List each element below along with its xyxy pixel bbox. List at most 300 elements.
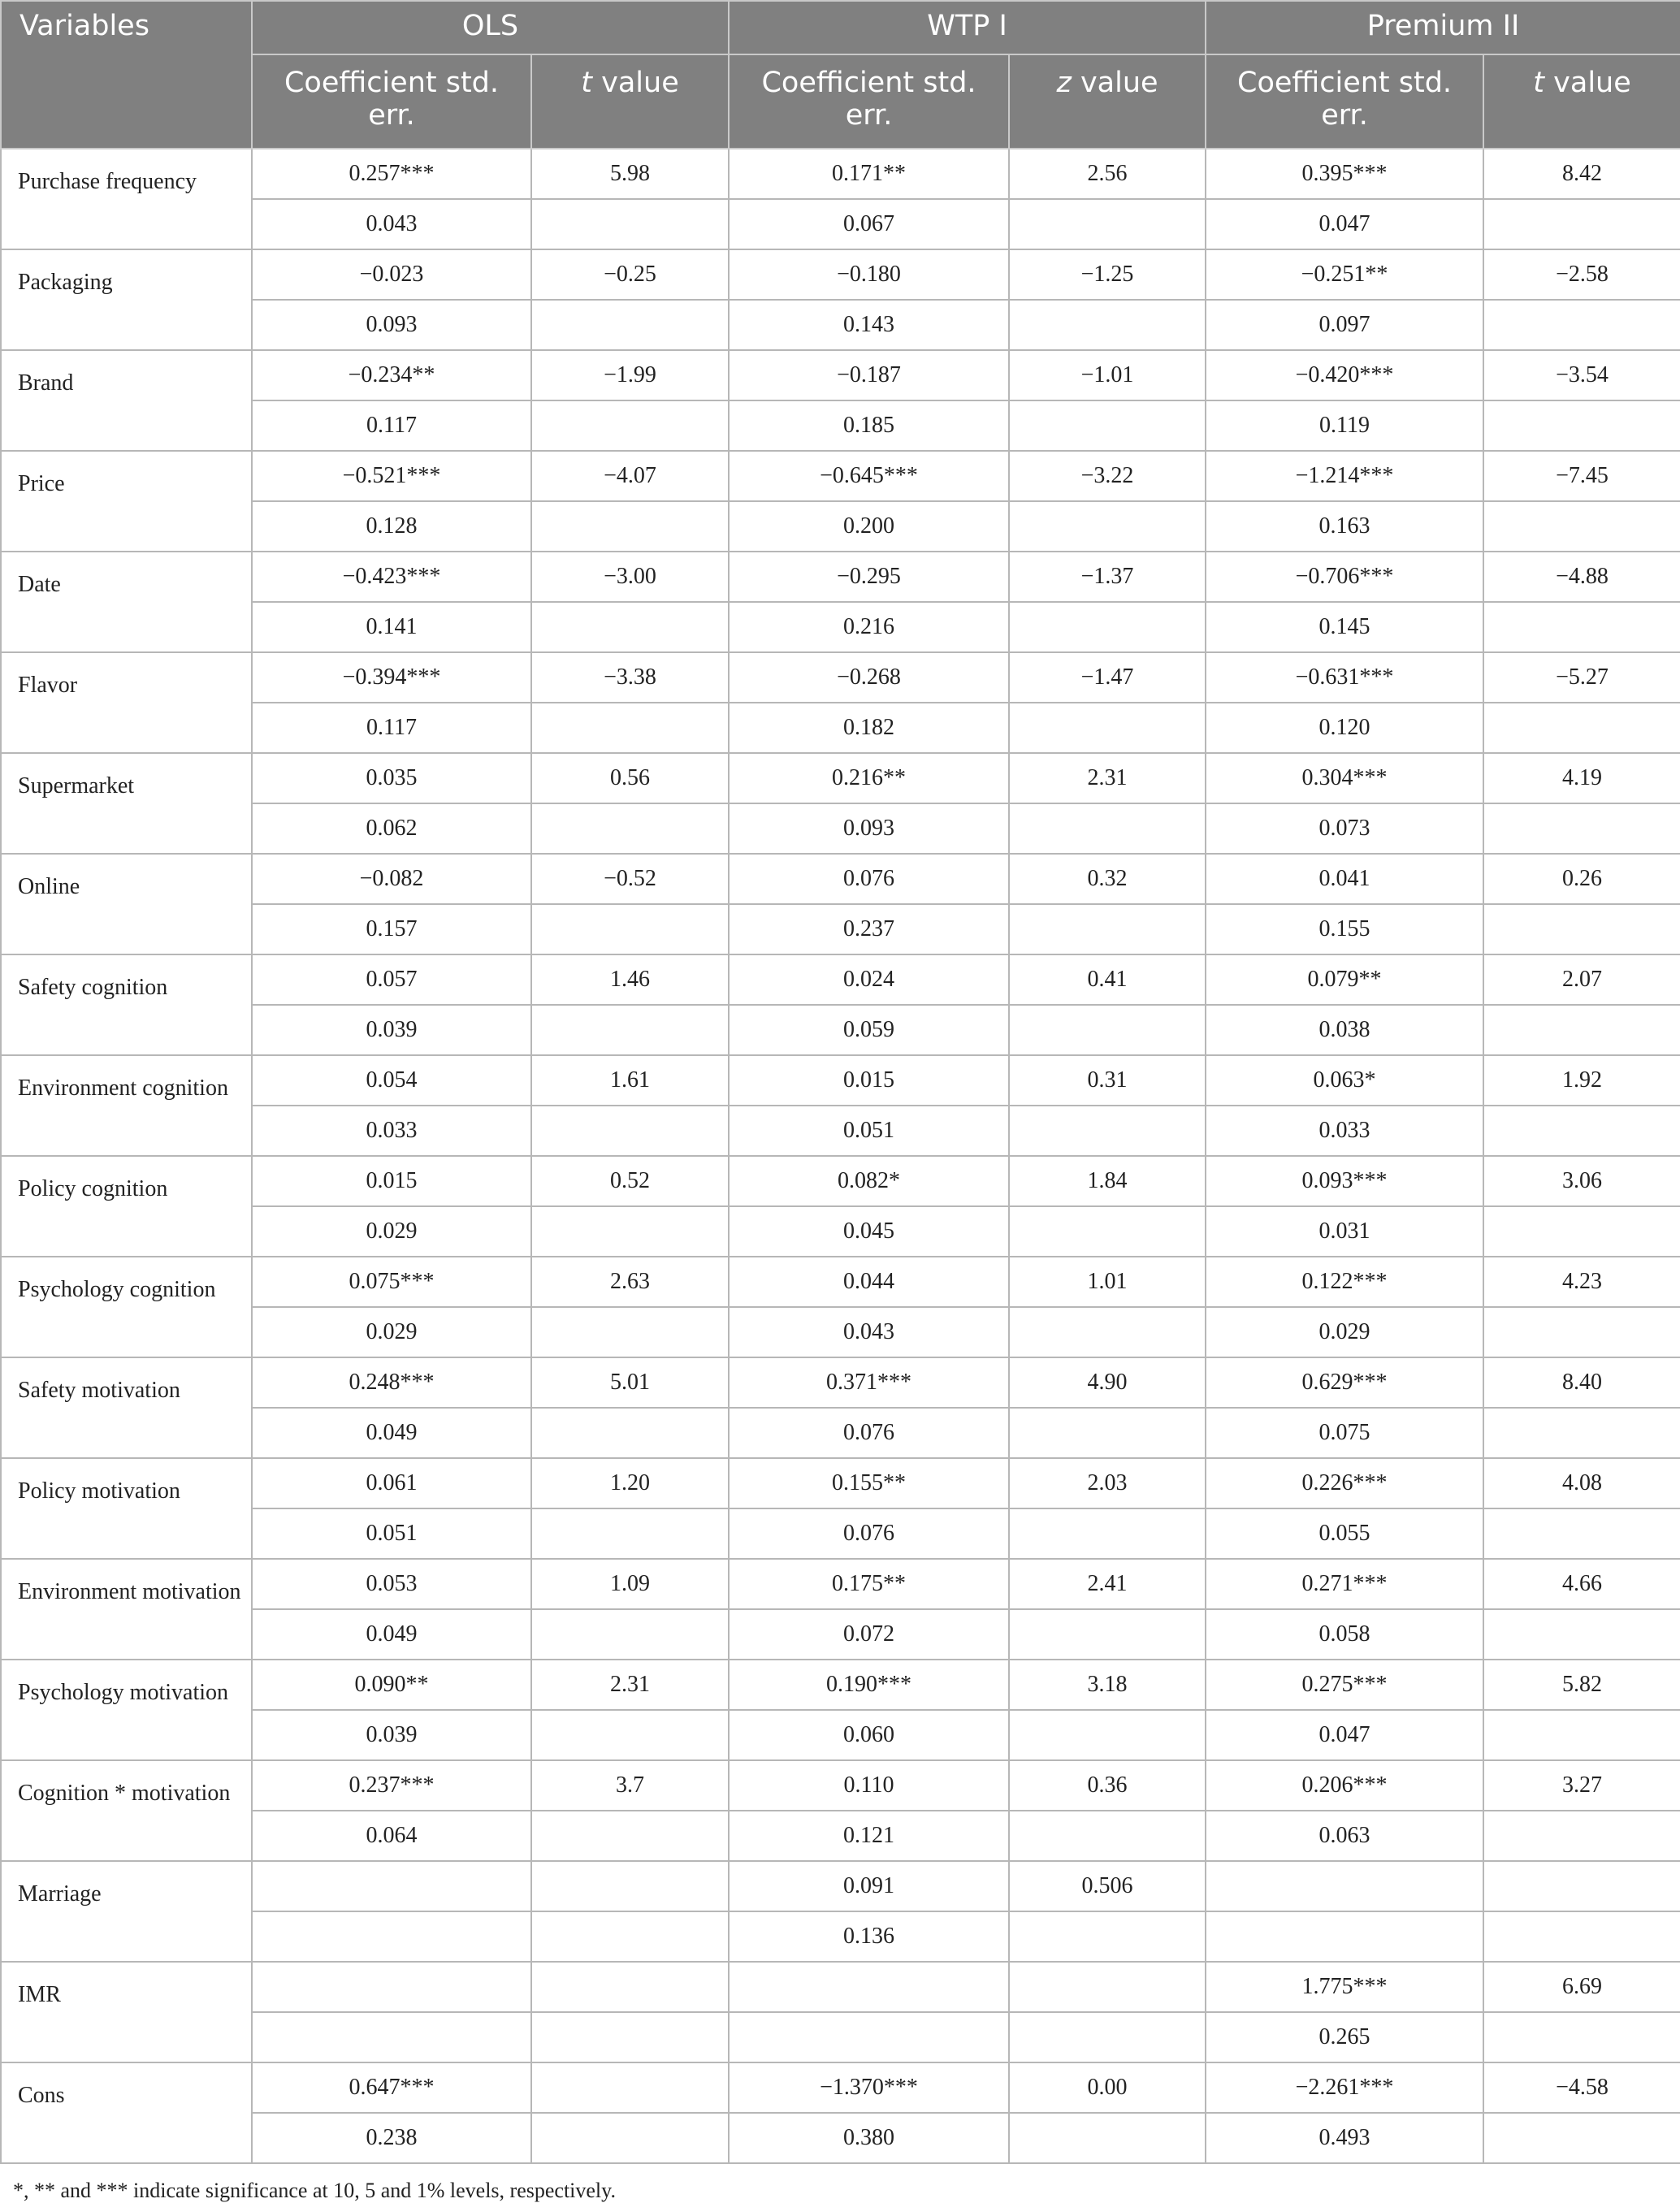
premium-empty-cell xyxy=(1483,1911,1680,1962)
premium-test-statistic: 0.26 xyxy=(1483,854,1680,904)
wtp-empty-cell xyxy=(1009,1408,1206,1458)
table-row-std-err xyxy=(1,1710,1680,1760)
premium-coefficient: 0.122*** xyxy=(1206,1257,1483,1307)
header-premium-stat-letter: t xyxy=(1533,67,1545,99)
premium-std-err: 0.119 xyxy=(1206,400,1483,451)
ols-coefficient: 0.237*** xyxy=(252,1760,531,1811)
premium-coefficient: 0.629*** xyxy=(1206,1357,1483,1408)
ols-std-err xyxy=(252,2012,531,2062)
wtp-std-err: 0.043 xyxy=(729,1307,1009,1357)
premium-coefficient xyxy=(1206,1861,1483,1911)
wtp-std-err: 0.182 xyxy=(729,703,1009,753)
premium-std-err: 0.029 xyxy=(1206,1307,1483,1357)
premium-empty-cell xyxy=(1483,300,1680,350)
variable-name: Environment cognition xyxy=(1,1055,252,1156)
wtp-coefficient: −0.180 xyxy=(729,249,1009,300)
wtp-std-err: 0.200 xyxy=(729,501,1009,552)
wtp-test-statistic: 4.90 xyxy=(1009,1357,1206,1408)
variable-name: Price xyxy=(1,451,252,552)
premium-std-err: 0.047 xyxy=(1206,1710,1483,1760)
wtp-empty-cell xyxy=(1009,1307,1206,1357)
ols-coefficient: 0.248*** xyxy=(252,1357,531,1408)
premium-test-statistic: 4.66 xyxy=(1483,1559,1680,1609)
wtp-std-err: 0.093 xyxy=(729,803,1009,854)
premium-test-statistic: −4.58 xyxy=(1483,2062,1680,2113)
table-row-std-err xyxy=(1,602,1680,652)
wtp-empty-cell xyxy=(1009,1508,1206,1559)
table-row-std-err xyxy=(1,1206,1680,1257)
wtp-std-err: 0.067 xyxy=(729,199,1009,249)
table-row-std-err xyxy=(1,199,1680,249)
premium-test-statistic: 5.82 xyxy=(1483,1660,1680,1710)
ols-std-err: 0.117 xyxy=(252,400,531,451)
wtp-empty-cell xyxy=(1009,400,1206,451)
ols-std-err: 0.157 xyxy=(252,904,531,954)
premium-coefficient: 0.079** xyxy=(1206,954,1483,1005)
premium-std-err: 0.047 xyxy=(1206,199,1483,249)
significance-note: *, ** and *** indicate significance at 10, 5 and 1% levels, respectively. xyxy=(13,2179,616,2202)
wtp-std-err: 0.060 xyxy=(729,1710,1009,1760)
table-row xyxy=(1,1458,1680,1508)
table-row-std-err xyxy=(1,1408,1680,1458)
premium-test-statistic: 1.92 xyxy=(1483,1055,1680,1106)
premium-test-statistic xyxy=(1483,1861,1680,1911)
variable-name: Safety motivation xyxy=(1,1357,252,1458)
wtp-coefficient: 0.091 xyxy=(729,1861,1009,1911)
premium-coefficient: 0.226*** xyxy=(1206,1458,1483,1508)
table-row xyxy=(1,1760,1680,1811)
wtp-coefficient: 0.082* xyxy=(729,1156,1009,1206)
wtp-coefficient: −0.645*** xyxy=(729,451,1009,501)
table-row xyxy=(1,350,1680,400)
table-row-std-err xyxy=(1,1508,1680,1559)
premium-empty-cell xyxy=(1483,602,1680,652)
wtp-coefficient: −0.295 xyxy=(729,552,1009,602)
wtp-test-statistic: 0.32 xyxy=(1009,854,1206,904)
wtp-test-statistic: −1.37 xyxy=(1009,552,1206,602)
wtp-test-statistic: 0.506 xyxy=(1009,1861,1206,1911)
ols-std-err: 0.043 xyxy=(252,199,531,249)
premium-coefficient: 1.775*** xyxy=(1206,1962,1483,2012)
table-row-std-err xyxy=(1,803,1680,854)
ols-test-statistic: 0.56 xyxy=(531,753,729,803)
wtp-test-statistic xyxy=(1009,1962,1206,2012)
ols-empty-cell xyxy=(531,1710,729,1760)
wtp-std-err: 0.237 xyxy=(729,904,1009,954)
table-row xyxy=(1,2062,1680,2113)
wtp-test-statistic: 1.84 xyxy=(1009,1156,1206,1206)
wtp-std-err: 0.380 xyxy=(729,2113,1009,2163)
table-row-std-err xyxy=(1,1307,1680,1357)
wtp-std-err: 0.072 xyxy=(729,1609,1009,1660)
premium-coefficient: 0.063* xyxy=(1206,1055,1483,1106)
header-premium-stat xyxy=(1483,54,1680,149)
table-row-std-err xyxy=(1,1811,1680,1861)
table-row-std-err xyxy=(1,300,1680,350)
premium-std-err xyxy=(1206,1911,1483,1962)
premium-test-statistic: −3.54 xyxy=(1483,350,1680,400)
wtp-empty-cell xyxy=(1009,904,1206,954)
ols-test-statistic: −0.25 xyxy=(531,249,729,300)
ols-coefficient xyxy=(252,1962,531,2012)
wtp-test-statistic: −1.01 xyxy=(1009,350,1206,400)
premium-std-err: 0.155 xyxy=(1206,904,1483,954)
ols-empty-cell xyxy=(531,703,729,753)
variable-name: Marriage xyxy=(1,1861,252,1962)
premium-coefficient: −0.631*** xyxy=(1206,652,1483,703)
ols-coefficient: −0.082 xyxy=(252,854,531,904)
wtp-empty-cell xyxy=(1009,1911,1206,1962)
wtp-std-err: 0.059 xyxy=(729,1005,1009,1055)
wtp-test-statistic: 0.00 xyxy=(1009,2062,1206,2113)
table-row xyxy=(1,249,1680,300)
ols-std-err: 0.049 xyxy=(252,1408,531,1458)
premium-test-statistic: 3.27 xyxy=(1483,1760,1680,1811)
wtp-empty-cell xyxy=(1009,703,1206,753)
premium-empty-cell xyxy=(1483,904,1680,954)
wtp-coefficient: 0.175** xyxy=(729,1559,1009,1609)
ols-test-statistic: 2.63 xyxy=(531,1257,729,1307)
table-row-std-err xyxy=(1,1911,1680,1962)
ols-empty-cell xyxy=(531,1307,729,1357)
premium-empty-cell xyxy=(1483,2113,1680,2163)
premium-empty-cell xyxy=(1483,1710,1680,1760)
premium-empty-cell xyxy=(1483,1206,1680,1257)
premium-empty-cell xyxy=(1483,501,1680,552)
ols-std-err xyxy=(252,1911,531,1962)
ols-std-err: 0.064 xyxy=(252,1811,531,1861)
wtp-empty-cell xyxy=(1009,2012,1206,2062)
table-row xyxy=(1,149,1680,199)
header-wtp-stat-letter: z xyxy=(1056,67,1072,99)
table-row-std-err xyxy=(1,2113,1680,2163)
wtp-std-err: 0.185 xyxy=(729,400,1009,451)
premium-empty-cell xyxy=(1483,1811,1680,1861)
wtp-coefficient xyxy=(729,1962,1009,2012)
ols-empty-cell xyxy=(531,1911,729,1962)
header-variables: Variables xyxy=(1,1,252,149)
ols-test-statistic: 1.61 xyxy=(531,1055,729,1106)
premium-empty-cell xyxy=(1483,2012,1680,2062)
ols-test-statistic xyxy=(531,1861,729,1911)
wtp-test-statistic: 0.41 xyxy=(1009,954,1206,1005)
ols-std-err: 0.049 xyxy=(252,1609,531,1660)
ols-coefficient: 0.061 xyxy=(252,1458,531,1508)
wtp-std-err: 0.076 xyxy=(729,1408,1009,1458)
ols-test-statistic: 0.52 xyxy=(531,1156,729,1206)
premium-coefficient: −1.214*** xyxy=(1206,451,1483,501)
premium-test-statistic: −4.88 xyxy=(1483,552,1680,602)
wtp-test-statistic: 2.03 xyxy=(1009,1458,1206,1508)
ols-empty-cell xyxy=(531,300,729,350)
ols-std-err: 0.039 xyxy=(252,1710,531,1760)
ols-empty-cell xyxy=(531,2113,729,2163)
wtp-test-statistic: 2.31 xyxy=(1009,753,1206,803)
ols-std-err: 0.033 xyxy=(252,1106,531,1156)
header-ols-coefficient: Coefficient std. err. xyxy=(252,54,531,149)
premium-test-statistic: 8.42 xyxy=(1483,149,1680,199)
ols-test-statistic: −3.00 xyxy=(531,552,729,602)
table-row xyxy=(1,854,1680,904)
premium-coefficient: −0.420*** xyxy=(1206,350,1483,400)
table-body xyxy=(1,149,1680,2163)
ols-std-err: 0.029 xyxy=(252,1206,531,1257)
table-row-std-err xyxy=(1,400,1680,451)
premium-std-err: 0.120 xyxy=(1206,703,1483,753)
header-wtp-stat-rest: value xyxy=(1071,67,1158,99)
header-wtp-coefficient: Coefficient std. err. xyxy=(729,54,1009,149)
table-row-std-err xyxy=(1,904,1680,954)
ols-empty-cell xyxy=(531,1408,729,1458)
premium-empty-cell xyxy=(1483,1609,1680,1660)
ols-empty-cell xyxy=(531,1609,729,1660)
ols-std-err: 0.128 xyxy=(252,501,531,552)
ols-test-statistic xyxy=(531,1962,729,2012)
ols-empty-cell xyxy=(531,501,729,552)
wtp-std-err: 0.143 xyxy=(729,300,1009,350)
ols-coefficient xyxy=(252,1861,531,1911)
ols-coefficient: 0.057 xyxy=(252,954,531,1005)
premium-test-statistic: 2.07 xyxy=(1483,954,1680,1005)
wtp-std-err: 0.216 xyxy=(729,602,1009,652)
premium-coefficient: 0.093*** xyxy=(1206,1156,1483,1206)
ols-test-statistic: −4.07 xyxy=(531,451,729,501)
wtp-std-err: 0.076 xyxy=(729,1508,1009,1559)
table-row xyxy=(1,1357,1680,1408)
wtp-empty-cell xyxy=(1009,300,1206,350)
wtp-coefficient: 0.371*** xyxy=(729,1357,1009,1408)
wtp-empty-cell xyxy=(1009,1811,1206,1861)
wtp-coefficient: 0.044 xyxy=(729,1257,1009,1307)
wtp-test-statistic: −3.22 xyxy=(1009,451,1206,501)
premium-test-statistic: 4.19 xyxy=(1483,753,1680,803)
premium-coefficient: −2.261*** xyxy=(1206,2062,1483,2113)
ols-std-err: 0.039 xyxy=(252,1005,531,1055)
table-row xyxy=(1,652,1680,703)
ols-empty-cell xyxy=(531,803,729,854)
header-group-wtp: WTP I xyxy=(729,1,1206,54)
premium-empty-cell xyxy=(1483,1408,1680,1458)
ols-std-err: 0.093 xyxy=(252,300,531,350)
ols-empty-cell xyxy=(531,1005,729,1055)
premium-test-statistic: 4.08 xyxy=(1483,1458,1680,1508)
premium-test-statistic: 8.40 xyxy=(1483,1357,1680,1408)
wtp-test-statistic: 0.31 xyxy=(1009,1055,1206,1106)
header-wtp-stat xyxy=(1009,54,1206,149)
ols-test-statistic: 1.46 xyxy=(531,954,729,1005)
table-row-std-err xyxy=(1,1005,1680,1055)
ols-coefficient: 0.257*** xyxy=(252,149,531,199)
header-premium-stat-rest: value xyxy=(1544,67,1631,99)
wtp-coefficient: 0.155** xyxy=(729,1458,1009,1508)
premium-std-err: 0.145 xyxy=(1206,602,1483,652)
variable-name: Policy motivation xyxy=(1,1458,252,1559)
variable-name: Purchase frequency xyxy=(1,149,252,249)
premium-empty-cell xyxy=(1483,1508,1680,1559)
ols-test-statistic: 1.20 xyxy=(531,1458,729,1508)
variable-name: Flavor xyxy=(1,652,252,753)
premium-coefficient: 0.206*** xyxy=(1206,1760,1483,1811)
table-row xyxy=(1,1559,1680,1609)
wtp-test-statistic: 2.56 xyxy=(1009,149,1206,199)
premium-coefficient: 0.041 xyxy=(1206,854,1483,904)
premium-std-err: 0.058 xyxy=(1206,1609,1483,1660)
premium-test-statistic: 3.06 xyxy=(1483,1156,1680,1206)
ols-empty-cell xyxy=(531,1106,729,1156)
variable-name: Psychology cognition xyxy=(1,1257,252,1357)
ols-test-statistic: 2.31 xyxy=(531,1660,729,1710)
premium-std-err: 0.063 xyxy=(1206,1811,1483,1861)
premium-std-err: 0.073 xyxy=(1206,803,1483,854)
wtp-std-err: 0.136 xyxy=(729,1911,1009,1962)
premium-std-err: 0.055 xyxy=(1206,1508,1483,1559)
wtp-empty-cell xyxy=(1009,1106,1206,1156)
wtp-test-statistic: 3.18 xyxy=(1009,1660,1206,1710)
wtp-coefficient: 0.216** xyxy=(729,753,1009,803)
premium-coefficient: 0.271*** xyxy=(1206,1559,1483,1609)
wtp-std-err: 0.121 xyxy=(729,1811,1009,1861)
wtp-coefficient: 0.110 xyxy=(729,1760,1009,1811)
table-row xyxy=(1,1257,1680,1307)
premium-test-statistic: 6.69 xyxy=(1483,1962,1680,2012)
premium-std-err: 0.163 xyxy=(1206,501,1483,552)
variable-name: Date xyxy=(1,552,252,652)
wtp-test-statistic: 1.01 xyxy=(1009,1257,1206,1307)
wtp-coefficient: 0.171** xyxy=(729,149,1009,199)
variable-name: Brand xyxy=(1,350,252,451)
ols-test-statistic: 1.09 xyxy=(531,1559,729,1609)
table-row xyxy=(1,552,1680,602)
header-premium-coefficient: Coefficient std. err. xyxy=(1206,54,1483,149)
wtp-coefficient: −0.187 xyxy=(729,350,1009,400)
table-row xyxy=(1,1962,1680,2012)
ols-coefficient: 0.090** xyxy=(252,1660,531,1710)
wtp-std-err: 0.045 xyxy=(729,1206,1009,1257)
ols-coefficient: 0.054 xyxy=(252,1055,531,1106)
variable-name: Safety cognition xyxy=(1,954,252,1055)
ols-empty-cell xyxy=(531,1811,729,1861)
wtp-coefficient: −0.268 xyxy=(729,652,1009,703)
variable-name: Cons xyxy=(1,2062,252,2163)
ols-test-statistic: 5.01 xyxy=(531,1357,729,1408)
table-row xyxy=(1,1861,1680,1911)
ols-empty-cell xyxy=(531,199,729,249)
premium-std-err: 0.493 xyxy=(1206,2113,1483,2163)
table-row xyxy=(1,1660,1680,1710)
premium-test-statistic: −7.45 xyxy=(1483,451,1680,501)
premium-empty-cell xyxy=(1483,803,1680,854)
variable-name: Psychology motivation xyxy=(1,1660,252,1760)
ols-test-statistic: −0.52 xyxy=(531,854,729,904)
header-group-ols: OLS xyxy=(252,1,729,54)
table-row xyxy=(1,753,1680,803)
wtp-coefficient: −1.370*** xyxy=(729,2062,1009,2113)
ols-std-err: 0.062 xyxy=(252,803,531,854)
premium-std-err: 0.038 xyxy=(1206,1005,1483,1055)
wtp-empty-cell xyxy=(1009,602,1206,652)
premium-std-err: 0.031 xyxy=(1206,1206,1483,1257)
ols-empty-cell xyxy=(531,1206,729,1257)
table-row-std-err xyxy=(1,703,1680,753)
table-row-std-err xyxy=(1,2012,1680,2062)
wtp-std-err xyxy=(729,2012,1009,2062)
ols-empty-cell xyxy=(531,602,729,652)
table-row xyxy=(1,1055,1680,1106)
ols-std-err: 0.117 xyxy=(252,703,531,753)
wtp-coefficient: 0.024 xyxy=(729,954,1009,1005)
ols-std-err: 0.238 xyxy=(252,2113,531,2163)
wtp-coefficient: 0.190*** xyxy=(729,1660,1009,1710)
wtp-empty-cell xyxy=(1009,501,1206,552)
ols-coefficient: 0.053 xyxy=(252,1559,531,1609)
wtp-coefficient: 0.076 xyxy=(729,854,1009,904)
variable-name: Policy cognition xyxy=(1,1156,252,1257)
ols-test-statistic xyxy=(531,2062,729,2113)
premium-test-statistic: −2.58 xyxy=(1483,249,1680,300)
ols-empty-cell xyxy=(531,1508,729,1559)
ols-std-err: 0.051 xyxy=(252,1508,531,1559)
variable-name: Supermarket xyxy=(1,753,252,854)
premium-coefficient: 0.304*** xyxy=(1206,753,1483,803)
ols-empty-cell xyxy=(531,400,729,451)
ols-coefficient: −0.394*** xyxy=(252,652,531,703)
wtp-empty-cell xyxy=(1009,803,1206,854)
ols-coefficient: −0.521*** xyxy=(252,451,531,501)
ols-coefficient: 0.015 xyxy=(252,1156,531,1206)
premium-test-statistic: −5.27 xyxy=(1483,652,1680,703)
wtp-empty-cell xyxy=(1009,1005,1206,1055)
header-ols-stat xyxy=(531,54,729,149)
ols-coefficient: −0.234** xyxy=(252,350,531,400)
header-ols-stat-rest: value xyxy=(592,67,679,99)
premium-std-err: 0.265 xyxy=(1206,2012,1483,2062)
header-group-premium: Premium II xyxy=(1206,1,1680,54)
premium-empty-cell xyxy=(1483,1307,1680,1357)
variable-name: Packaging xyxy=(1,249,252,350)
premium-empty-cell xyxy=(1483,1005,1680,1055)
premium-coefficient: −0.251** xyxy=(1206,249,1483,300)
wtp-empty-cell xyxy=(1009,1609,1206,1660)
variable-name: Online xyxy=(1,854,252,954)
premium-empty-cell xyxy=(1483,400,1680,451)
wtp-empty-cell xyxy=(1009,1710,1206,1760)
table-row-std-err xyxy=(1,501,1680,552)
ols-coefficient: 0.035 xyxy=(252,753,531,803)
ols-test-statistic: −1.99 xyxy=(531,350,729,400)
wtp-test-statistic: −1.47 xyxy=(1009,652,1206,703)
ols-std-err: 0.141 xyxy=(252,602,531,652)
premium-std-err: 0.075 xyxy=(1206,1408,1483,1458)
variable-name: Environment motivation xyxy=(1,1559,252,1660)
table-row xyxy=(1,954,1680,1005)
premium-empty-cell xyxy=(1483,199,1680,249)
premium-coefficient: 0.275*** xyxy=(1206,1660,1483,1710)
ols-test-statistic: 3.7 xyxy=(531,1760,729,1811)
ols-std-err: 0.029 xyxy=(252,1307,531,1357)
premium-coefficient: 0.395*** xyxy=(1206,149,1483,199)
wtp-empty-cell xyxy=(1009,199,1206,249)
premium-test-statistic: 4.23 xyxy=(1483,1257,1680,1307)
premium-coefficient: −0.706*** xyxy=(1206,552,1483,602)
ols-empty-cell xyxy=(531,2012,729,2062)
wtp-std-err: 0.051 xyxy=(729,1106,1009,1156)
wtp-test-statistic: 0.36 xyxy=(1009,1760,1206,1811)
ols-empty-cell xyxy=(531,904,729,954)
premium-std-err: 0.033 xyxy=(1206,1106,1483,1156)
table-row xyxy=(1,1156,1680,1206)
premium-empty-cell xyxy=(1483,1106,1680,1156)
wtp-empty-cell xyxy=(1009,1206,1206,1257)
